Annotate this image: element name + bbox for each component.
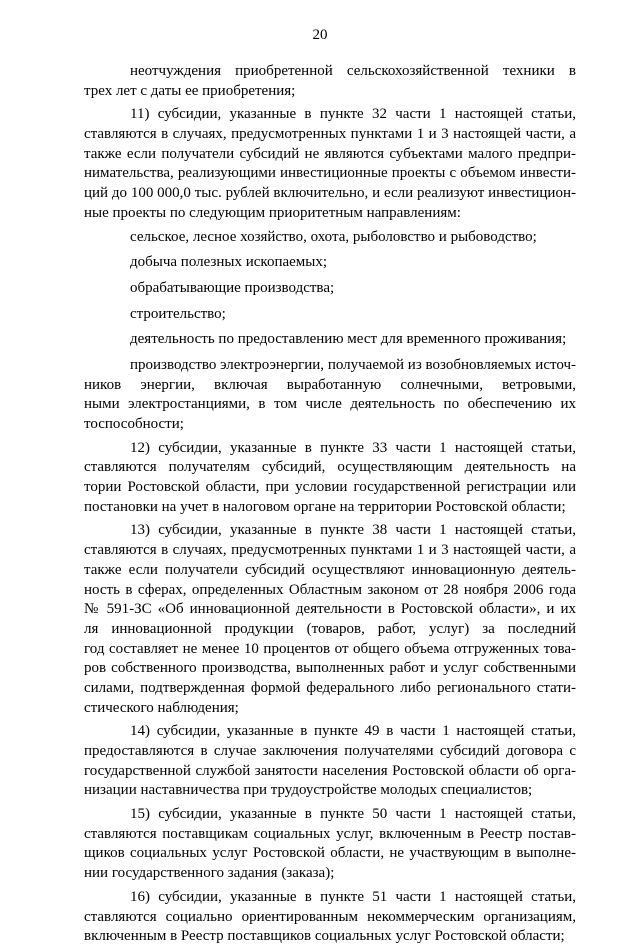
text-line: тоспособности;: [84, 416, 184, 432]
text-line: ставляются социально ориентированным некоммерческим организациям,: [84, 908, 576, 925]
text-line: неотчуждения приобретенной сельскохозяйственной техники в: [130, 63, 576, 79]
text-line: постановки на учет в налоговом органе на территории Ростовской области;: [84, 498, 566, 515]
text-line: также если получатели субсидий не являются субъектами малого предпри-: [84, 145, 576, 162]
text-line: ставляются получателям субсидий, осуществляющим деятельность на: [84, 459, 576, 476]
text-line: также если получатели субсидий осуществляют инновационную деятель-: [84, 561, 576, 578]
text-line: ников энергии, включая выработанную солнечными, ветровыми,: [84, 376, 576, 393]
text-line: трех лет с даты ее приобретения;: [84, 82, 296, 99]
text-line: № 591-ЗС «Об инновационной деятельности в Ростовской области», и их: [84, 601, 576, 618]
text-line: добыча полезных ископаемых;: [130, 254, 328, 271]
text-line: государственной службой занятости населения Ростовской области об орга-: [84, 762, 576, 779]
text-line: 11) субсидии, указанные в пункте 32 части 1 настоящей статьи,: [130, 106, 576, 123]
text-line: нии государственного задания (заказа);: [84, 865, 335, 882]
list-item: [84, 305, 576, 325]
text-line: нимательства, реализующими инвестиционные проекты с объемом инвести-: [84, 165, 576, 182]
text-line: включенным в Реестр поставщиков социальных услуг Ростовской области;: [84, 928, 565, 945]
list-item: [84, 279, 576, 299]
paragraph: [84, 439, 576, 518]
paragraph: [84, 521, 576, 718]
paragraph: [84, 356, 576, 435]
text-line: тории Ростовской области, при условии государственной регистрации или: [84, 479, 576, 496]
paragraph: [84, 722, 576, 801]
text-line: 16) субсидии, указанные в пункте 51 части 1 настоящей статьи,: [130, 888, 576, 905]
paragraph: [84, 888, 576, 947]
text-line: обрабатывающие производства;: [130, 279, 335, 296]
text-line: ность в сферах, определенных Областным законом от 28 ноября 2006 года: [84, 581, 576, 598]
text-line: ций до 100 000,0 тыс. рублей включительно, и если реализуют инвестицион-: [84, 185, 576, 202]
text-line: производство электроэнергии, получаемой из возобновляемых источ-: [130, 356, 576, 373]
text-line: ставляются в случаях, предусмотренных пунктами 1 и 3 настоящей части, а: [84, 542, 576, 559]
text-line: ные проекты по следующим приоритетным направлениям:: [84, 204, 461, 221]
paragraph: [84, 805, 576, 884]
text-line: строительство;: [130, 305, 226, 322]
text-line: ставляются в случаях, предусмотренных пунктами 1 и 3 настоящей части, а: [84, 126, 576, 143]
text-line: ставляются поставщикам социальных услуг, включенным в Реестр постав-: [84, 825, 576, 842]
text-line: щиков социальных услуг Ростовской области, не участвующим в выполне-: [84, 845, 576, 862]
text-line: силами, подтвержденная формой федерального либо регионального стати-: [84, 679, 576, 696]
text-line: деятельность по предоставлению мест для временного проживания;: [130, 331, 567, 348]
text-line: предоставляются в случае заключения получателями субсидий договора с: [84, 743, 576, 759]
list-item: [84, 253, 576, 273]
text-line: 15) субсидии, указанные в пункте 50 части 1 настоящей статьи,: [130, 806, 576, 823]
text-line: стического наблюдения;: [84, 699, 239, 716]
text-line: ными электростанциями, в том числе деятельность по обеспечению их: [84, 396, 576, 413]
text-line: 13) субсидии, указанные в пункте 38 части 1 настоящей статьи,: [130, 522, 576, 539]
paragraph: [84, 62, 576, 101]
text-line: сельское, лесное хозяйство, охота, рыболовство и рыбоводство;: [130, 228, 537, 245]
document-body: [84, 62, 576, 951]
text-line: год составляет не менее 10 процентов от общего объема отгруженных това-: [84, 640, 576, 657]
text-line: 12) субсидии, указанные в пункте 33 части 1 настоящей статьи,: [130, 439, 576, 456]
text-line: 14) субсидии, указанные в пункте 49 в части 1 настоящей статьи,: [130, 723, 576, 740]
text-line: низации наставничества при трудоустройстве молодых специалистов;: [84, 782, 533, 799]
list-item: [84, 228, 576, 248]
page-number: 20: [312, 27, 328, 43]
paragraph: [84, 105, 576, 223]
text-line: ров собственного производства, выполненных работ и услуг собственными: [84, 660, 576, 677]
list-item: [84, 330, 576, 350]
text-line: ля инновационной продукции (товаров, работ, услуг) за последний: [84, 620, 576, 637]
